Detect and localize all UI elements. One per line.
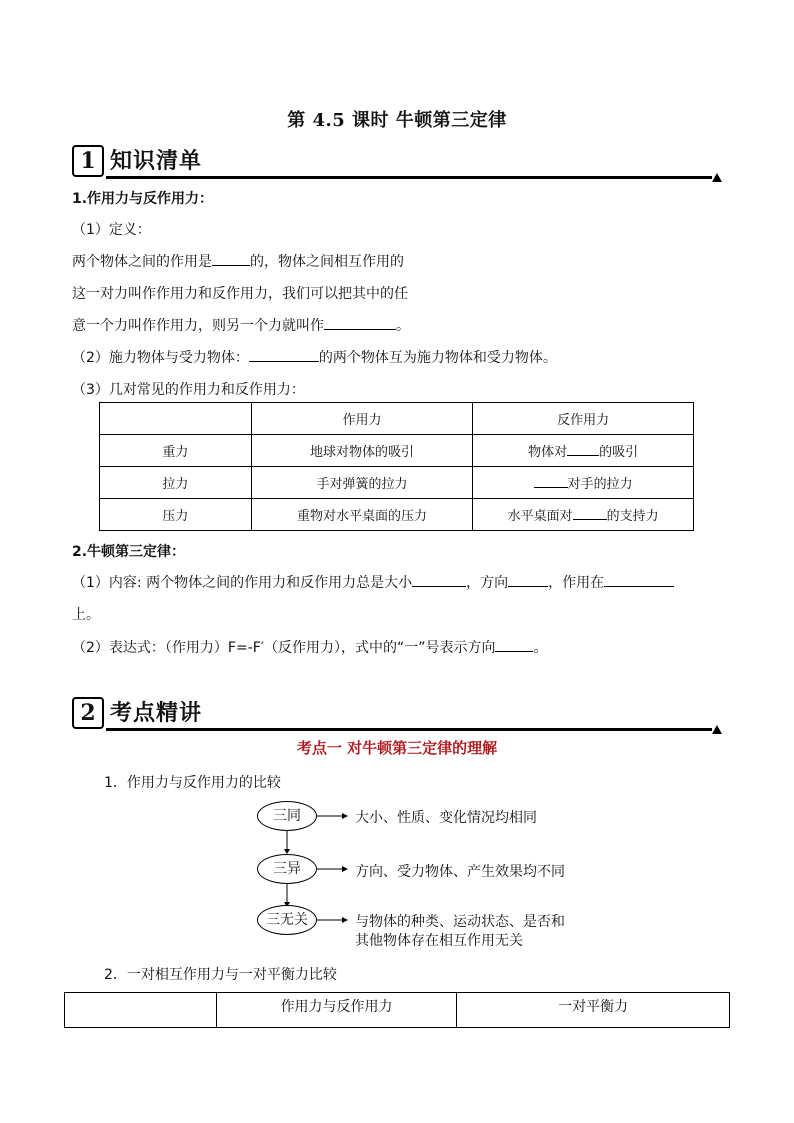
node-description: 其他物体存在相互作用无关 [355,933,523,949]
force-type-cell: 重力 [100,435,252,467]
fill-blank [508,572,548,587]
force-pairs-table [99,402,694,531]
reaction-cell: 物体对 的吸引 [473,435,694,467]
definition-line-1: 两个物体之间的作用是 的，物体之间相互作用的 [72,251,404,271]
node-description: 大小、性质、变化情况均相同 [355,810,537,826]
reaction-cell: 对手的拉力 [473,467,694,499]
section-title: 知识清单 [110,149,203,174]
fill-blank [534,474,568,488]
action-cell: 地球对物体的吸引 [251,435,473,467]
fill-blank [604,572,674,587]
subheading-balance: 2．一对相互作用力与一对平衡力比较 [104,967,337,983]
node-three-same: 三同 [257,801,317,831]
section-number: 2 [72,697,104,729]
table-row [100,499,694,531]
table-row [100,435,694,467]
comparison-table [64,992,730,1028]
section-rule [106,728,712,731]
point-heading: 考点一 对牛顿第三定律的理解 [296,739,498,757]
subheading-comparison: 1．作用力与反作用力的比较 [104,775,281,791]
table-header-cell [65,993,217,1028]
fill-blank [412,572,466,587]
fill-blank [249,347,319,362]
definition-line-2: 这一对力叫作作用力和反作用力，我们可以把其中的任 [72,286,408,302]
page-title: 第 4.5 课时 牛顿第三定律 [287,110,507,131]
table-row [100,467,694,499]
section-header-key-points [72,693,726,733]
heading-newton-third-law: 2.牛顿第三定律： [72,544,186,560]
triangle-icon [712,725,722,734]
table-header-cell [100,403,252,435]
table-header-row [100,403,694,435]
law-expression: （2）表达式：（作用力）F=-F′（反作用力），式中的“一”号表示方向 。 [72,637,547,657]
item-2: （2）施力物体与受力物体： 的两个物体互为施力物体和受力物体。 [72,347,557,367]
action-cell: 重物对水平桌面的压力 [251,499,473,531]
section-rule [106,176,712,179]
heading-action-reaction: 1.作用力与反作用力： [72,191,214,207]
force-type-cell: 拉力 [100,467,252,499]
definition-line-3: 意一个力叫作作用力，则另一个力就叫作 。 [72,315,410,335]
section-title: 考点精讲 [110,701,203,726]
fill-blank [567,442,599,456]
node-description: 与物体的种类、运动状态、是否和 [355,914,565,930]
table-header-cell: 作用力 [251,403,473,435]
section-number: 1 [72,145,104,177]
fill-blank [573,506,607,520]
force-type-cell: 压力 [100,499,252,531]
fill-blank [495,637,533,652]
action-cell: 手对弹簧的拉力 [251,467,473,499]
law-content-end: 上。 [72,607,100,623]
definition-label: （1）定义： [72,222,151,238]
law-content-line: （1）内容: 两个物体之间的作用力和反作用力总是大小 ，方向 ，作用在 [72,572,674,592]
section-header-knowledge [72,141,726,181]
node-three-different: 三异 [257,854,317,884]
table-header-cell: 一对平衡力 [457,993,730,1028]
fill-blank [212,251,250,266]
item-3: （3）几对常见的作用力和反作用力： [72,382,305,398]
table-header-cell: 作用力与反作用力 [216,993,457,1028]
node-three-unrelated: 三无关 [257,905,317,935]
fill-blank [324,315,396,330]
node-description: 方向、受力物体、产生效果均不同 [355,864,565,880]
reaction-cell: 水平桌面对 的支持力 [473,499,694,531]
table-header-cell: 反作用力 [473,403,694,435]
triangle-icon [712,173,722,182]
table-header-row [65,993,730,1028]
